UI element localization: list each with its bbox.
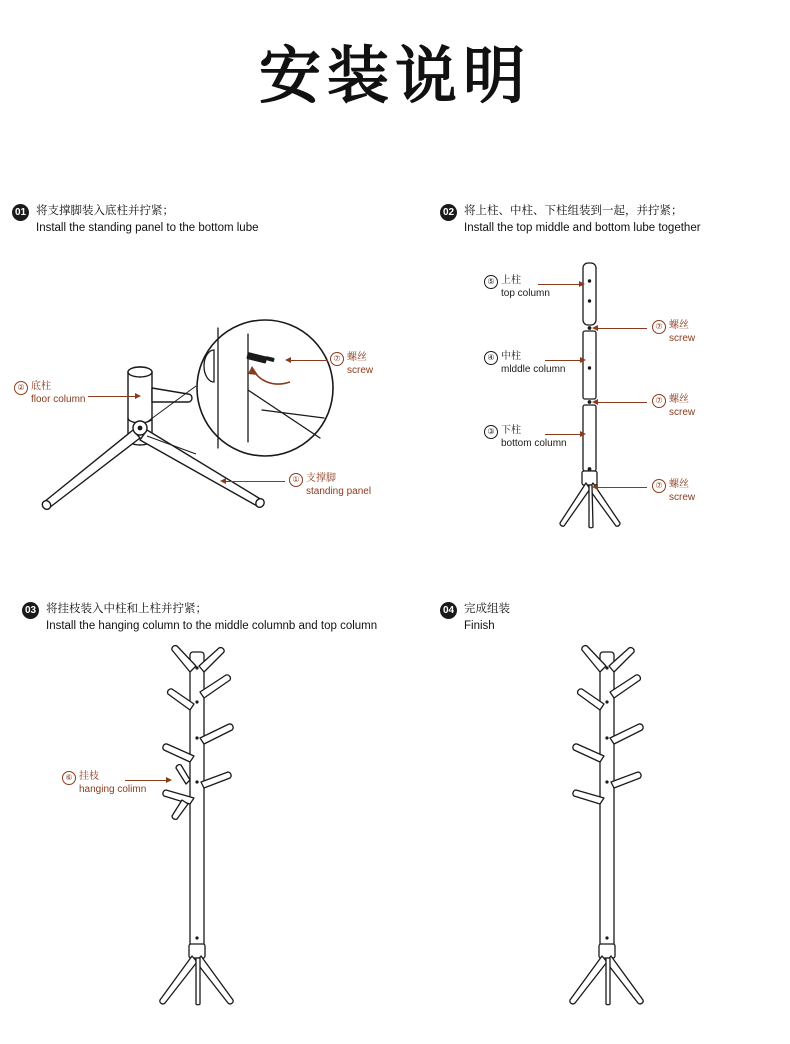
arrowhead-icon	[220, 478, 226, 484]
label-screw-1-cn: 螺丝	[669, 320, 689, 331]
label-screw-detail-en: screw	[347, 364, 374, 376]
step-04-header	[440, 601, 740, 634]
label-bottom-column-cn: 下柱	[501, 425, 521, 436]
label-screw-3	[652, 479, 695, 504]
label-middle-column-en: mlddle column	[501, 363, 566, 375]
step-02-number: 02	[440, 204, 457, 221]
step-04-text-en: Finish	[464, 619, 495, 632]
step-03-text-cn: 将挂枝装入中柱和上柱并拧紧；	[46, 603, 207, 615]
leader-screw-detail	[290, 360, 328, 361]
label-top-column-cn: 上柱	[501, 275, 521, 286]
step-01-number: 01	[12, 204, 29, 221]
leader-screw-2	[597, 402, 647, 403]
label-floor-column-num: ②	[14, 381, 28, 395]
step-01-text-en: Install the standing panel to the bottom lube	[36, 221, 259, 234]
label-screw-1	[652, 320, 695, 345]
step-01-header	[12, 203, 412, 236]
label-standing-panel-num: ①	[289, 473, 303, 487]
step-01-text-cn: 将支撑脚装入底柱并拧紧；	[36, 205, 174, 217]
label-standing-panel	[289, 473, 371, 498]
label-screw-2-cn: 螺丝	[669, 394, 689, 405]
figure-step-03	[120, 638, 340, 1018]
label-hanging-column	[62, 771, 146, 796]
label-middle-column-num: ④	[484, 351, 498, 365]
arrowhead-icon	[592, 399, 598, 405]
figure-03-drawing	[120, 638, 340, 1018]
leader-floor-column	[88, 396, 136, 397]
label-hanging-column-num: ⑥	[62, 771, 76, 785]
arrowhead-icon	[579, 281, 585, 287]
label-floor-column-cn: 底柱	[31, 381, 51, 392]
label-screw-3-cn: 螺丝	[669, 479, 689, 490]
label-screw-3-en: screw	[669, 491, 696, 503]
label-bottom-column-num: ③	[484, 425, 498, 439]
label-middle-column-cn: 中柱	[501, 351, 521, 362]
label-screw-3-num: ⑦	[652, 479, 666, 493]
step-02-text-cn: 将上柱、中柱、下柱组装到一起，并拧紧；	[464, 205, 683, 217]
label-screw-1-en: screw	[669, 332, 696, 344]
label-top-column-en: top column	[501, 287, 550, 299]
label-screw-detail-cn: 螺丝	[347, 352, 367, 363]
label-screw-2	[652, 394, 695, 419]
figure-step-04	[530, 638, 750, 1018]
arrowhead-icon	[285, 357, 291, 363]
label-top-column-num: ⑤	[484, 275, 498, 289]
page-title: 安装说明	[258, 42, 531, 111]
step-02-header	[440, 203, 780, 236]
figure-04-drawing	[530, 638, 750, 1018]
step-03-header	[22, 601, 422, 634]
step-02-text-en: Install the top middle and bottom lube together	[464, 221, 701, 234]
leader-screw-3	[597, 487, 647, 488]
label-screw-2-num: ⑦	[652, 394, 666, 408]
step-04-number: 04	[440, 602, 457, 619]
figure-01-drawing	[0, 290, 420, 550]
step-03-text-en: Install the hanging column to the middle columnb and top column	[46, 619, 378, 632]
label-bottom-column	[484, 425, 567, 450]
label-floor-column	[14, 381, 85, 406]
step-04-text-cn: 完成组装	[464, 603, 510, 615]
arrowhead-icon	[580, 357, 586, 363]
arrowhead-icon	[166, 777, 172, 783]
label-top-column	[484, 275, 550, 300]
label-hanging-column-en: hanging colimn	[79, 783, 147, 795]
label-middle-column	[484, 351, 565, 376]
arrowhead-icon	[592, 325, 598, 331]
label-bottom-column-en: bottom column	[501, 437, 567, 449]
step-03-number: 03	[22, 602, 39, 619]
label-screw-1-num: ⑦	[652, 320, 666, 334]
label-screw-2-en: screw	[669, 406, 696, 418]
figure-step-01	[0, 290, 420, 550]
label-hanging-column-cn: 挂枝	[79, 771, 99, 782]
arrowhead-icon	[135, 393, 141, 399]
arrowhead-icon	[592, 484, 598, 490]
label-standing-panel-cn: 支撑脚	[306, 473, 336, 484]
leader-screw-1	[597, 328, 647, 329]
label-floor-column-en: floor column	[31, 393, 86, 405]
label-screw-detail-num: ⑦	[330, 352, 344, 366]
label-standing-panel-en: standing panel	[306, 485, 372, 497]
arrowhead-icon	[580, 431, 586, 437]
label-screw-detail	[330, 352, 373, 377]
leader-standing-panel	[225, 481, 285, 482]
